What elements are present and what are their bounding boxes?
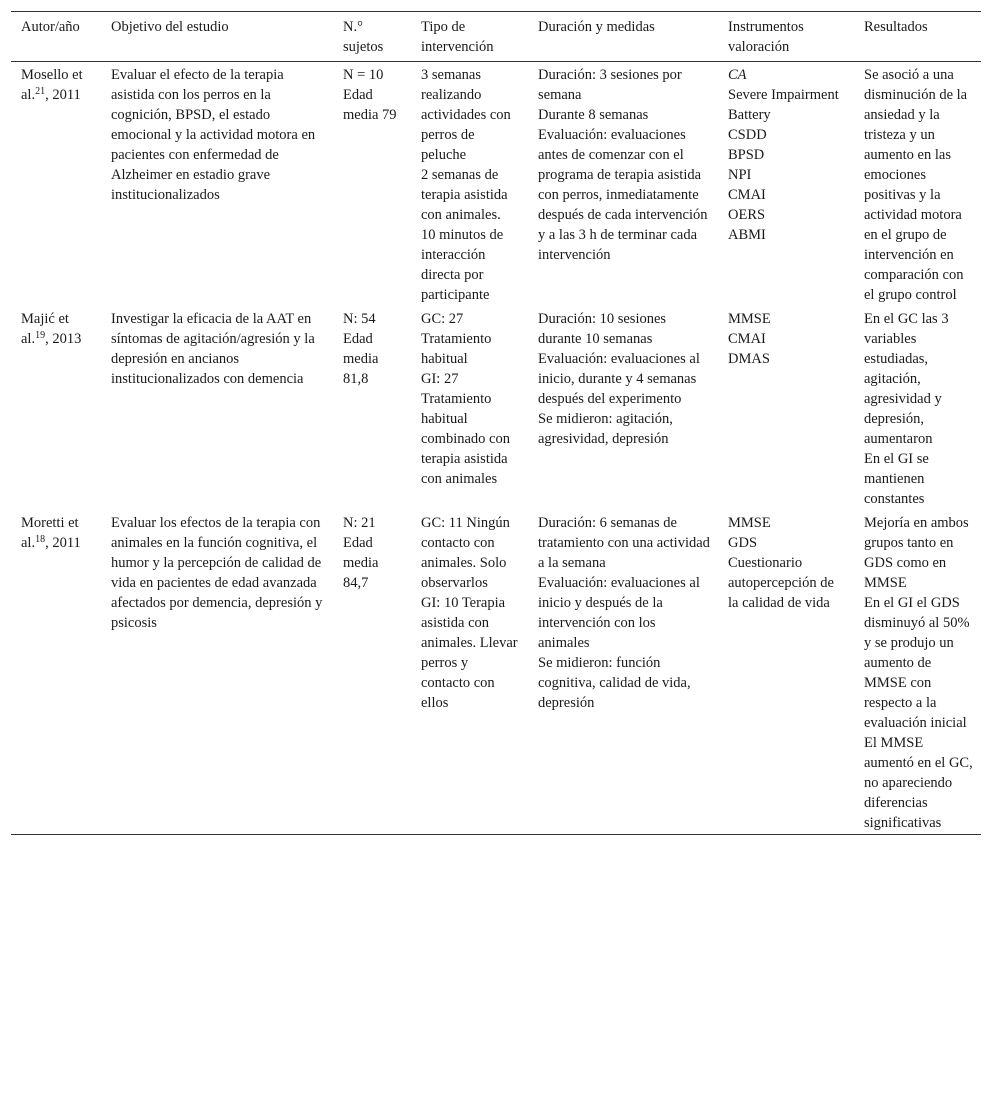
author-name: Majić et al. — [21, 311, 69, 347]
intervention-cell — [411, 62, 528, 307]
subjects-cell: N = 10 Edad media 79 — [343, 67, 397, 123]
header-subjects: N.° sujetos — [343, 19, 384, 55]
intervention-line: 10 minutos de interacción directa por participante — [421, 227, 504, 303]
subjects-cell: N: 54 Edad media 81,8 — [343, 311, 379, 387]
author-ref[interactable]: 21 — [35, 86, 46, 97]
studies-table — [11, 11, 981, 835]
instrument-item: CMAI — [728, 331, 766, 347]
header-duration: Duración y medidas — [538, 19, 655, 35]
table-row — [11, 306, 981, 510]
instrument-item: MMSE — [728, 311, 771, 327]
intervention-line: GC: 11 Ningún contacto con animales. Solo observarlos — [421, 515, 510, 591]
instruments-cell — [718, 510, 854, 835]
results-line: Se asoció a una disminución de la ansiedad y la tristeza y un aumento en las emociones positivas y la actividad motora en el grupo de intervención en comparación con el grupo control — [864, 67, 968, 303]
header-row — [11, 12, 981, 62]
header-objective: Objetivo del estudio — [111, 19, 229, 35]
duration-line: Evaluación: evaluaciones al inicio y después de la intervención con los animales — [538, 575, 700, 651]
duration-line: Evaluación: evaluaciones antes de comenzar con el programa de terapia asistida con perros, inmediatamente después de cada intervención y a las 3 h de terminar cada intervención — [538, 127, 708, 263]
instrument-item: DMAS — [728, 351, 770, 367]
author-cell — [11, 62, 101, 307]
instruments-cell — [718, 62, 854, 307]
author-ref[interactable]: 19 — [35, 330, 46, 341]
author-name: Mosello et al. — [21, 67, 83, 103]
duration-line: Duración: 10 sesiones durante 10 semanas — [538, 311, 667, 347]
results-line: En el GI el GDS disminuyó al 50% y se produjo un aumento de MMSE con respecto a la evaluación inicial — [864, 595, 970, 731]
intervention-cell — [411, 306, 528, 510]
author-cell — [11, 306, 101, 510]
duration-cell — [528, 306, 718, 510]
intervention-line: GC: 27 Tratamiento habitual — [421, 311, 492, 367]
instruments-cell — [718, 306, 854, 510]
duration-line: Se midieron: agitación, agresividad, depresión — [538, 411, 673, 447]
instrument-item: CA — [728, 67, 747, 83]
results-line: Mejoría en ambos grupos tanto en GDS como en MMSE — [864, 515, 969, 591]
duration-line: Duración: 6 semanas de tratamiento con una actividad a la semana — [538, 515, 710, 571]
instrument-item: OERS — [728, 207, 766, 223]
table-row — [11, 62, 981, 307]
instrument-item: GDS — [728, 535, 758, 551]
instrument-item: NPI — [728, 167, 752, 183]
objective-cell: Investigar la eficacia de la AAT en síntomas de agitación/agresión y la depresión en ancianos institucionalizados con demencia — [111, 311, 315, 387]
intervention-line: GI: 10 Terapia asistida con animales. Llevar perros y contacto con ellos — [421, 595, 518, 711]
author-ref[interactable]: 18 — [35, 534, 46, 545]
author-year: , 2011 — [45, 535, 81, 551]
header-instruments: Instrumentos valoración — [728, 19, 804, 55]
instrument-item: Cuestionario autopercepción de la calidad de vida — [728, 555, 834, 611]
intervention-line: 3 semanas realizando actividades con perros de peluche — [421, 67, 511, 163]
duration-line: Duración: 3 sesiones por semana — [538, 67, 682, 103]
objective-cell: Evaluar el efecto de la terapia asistida con los perros en la cognición, BPSD, el estado emocional y la actividad motora en pacientes con enfermedad de Alzheimer en estadio grave institucionalizados — [111, 67, 316, 203]
duration-cell — [528, 510, 718, 835]
instrument-item: Severe Impairment Battery — [728, 87, 839, 123]
table-container — [11, 11, 981, 835]
results-line: En el GC las 3 variables estudiadas, agitación, agresividad y depresión, aumentaron — [864, 311, 949, 447]
instrument-item: MMSE — [728, 515, 771, 531]
results-cell — [854, 62, 981, 307]
duration-line: Evaluación: evaluaciones al inicio, durante y 4 semanas después del experimento — [538, 351, 700, 407]
author-year: , 2011 — [45, 87, 81, 103]
results-line: En el GI se mantienen constantes — [864, 451, 929, 507]
intervention-line: 2 semanas de terapia asistida con animales. — [421, 167, 508, 223]
objective-cell: Evaluar los efectos de la terapia con animales en la función cognitiva, el humor y la percepción de calidad de vida en pacientes de edad avanzada afectados por demencia, depresión y psicosis — [111, 515, 323, 631]
author-year: , 2013 — [45, 331, 82, 347]
subjects-cell: N: 21 Edad media 84,7 — [343, 515, 379, 591]
instrument-item: ABMI — [728, 227, 766, 243]
results-cell — [854, 510, 981, 835]
instrument-item: CSDD — [728, 127, 767, 143]
duration-line: Durante 8 semanas — [538, 107, 649, 123]
header-results: Resultados — [864, 19, 928, 35]
header-author: Autor/año — [21, 19, 80, 35]
author-cell — [11, 510, 101, 835]
results-line: El MMSE aumentó en el GC, no apareciendo diferencias significativas — [864, 735, 973, 831]
intervention-line: GI: 27 Tratamiento habitual combinado con terapia asistida con animales — [421, 371, 510, 487]
duration-line: Se midieron: función cognitiva, calidad de vida, depresión — [538, 655, 691, 711]
duration-cell — [528, 62, 718, 307]
instrument-item: CMAI — [728, 187, 766, 203]
header-intervention: Tipo de intervención — [421, 19, 494, 55]
intervention-cell — [411, 510, 528, 835]
instrument-item: BPSD — [728, 147, 765, 163]
table-row — [11, 510, 981, 835]
results-cell — [854, 306, 981, 510]
author-name: Moretti et al. — [21, 515, 79, 551]
